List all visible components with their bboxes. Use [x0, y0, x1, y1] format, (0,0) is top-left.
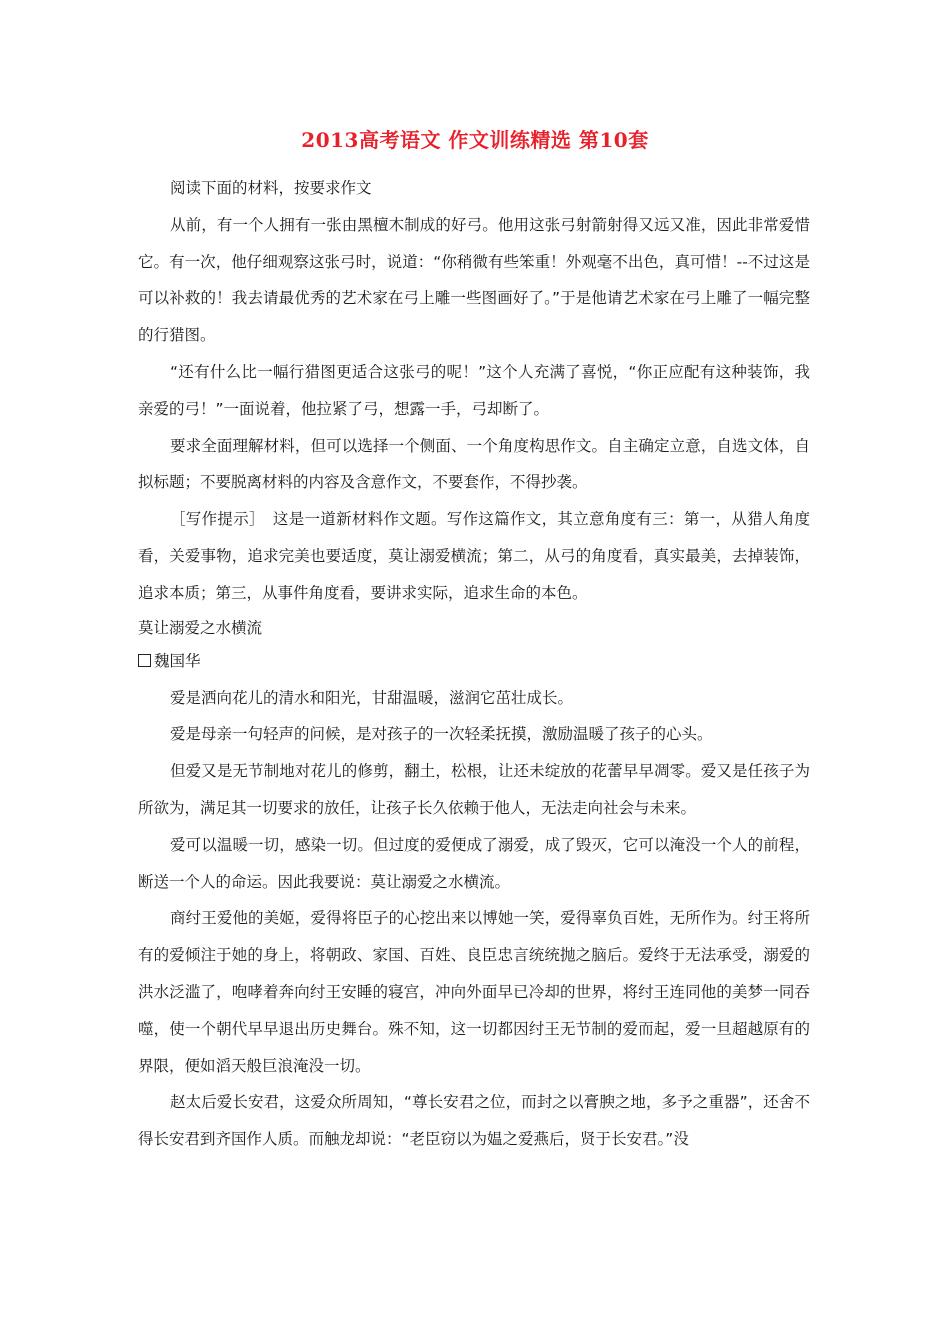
essay-title: 莫让溺爱之水横流 — [138, 618, 263, 637]
checkbox-square-icon — [138, 654, 151, 667]
paragraph-material-1: 从前，有一个人拥有一张由黑檀木制成的好弓。他用这张弓射箭射得又远又准，因此非常爱惜它。有一次，他仔细观察这张弓时，说道：“你稍微有些笨重！外观毫不出色，真可惜！--不过这是可以补救的！我去请最优秀的艺术家在弓上雕一些图画好了。”于是他请艺术家在弓上雕了一幅完整的行猎图。 — [138, 215, 810, 345]
essay-author-line — [138, 645, 810, 678]
paragraph-writing-tips: ［写作提示］ 这是一道新材料作文题。写作这篇作文，其立意角度有三：第一，从猎人角度看，关爱事物，追求完美也要适度，莫让溺爱横流；第二，从弓的角度看，真实最美，去掉装饰，追求本质；第三，从事件角度看，要讲求实际，追求生命的本色。 — [138, 510, 810, 602]
essay-paragraph: 爱是洒向花儿的清水和阳光，甘甜温暖，滋润它茁壮成长。 — [170, 688, 574, 707]
essay-author: 魏国华 — [154, 651, 201, 670]
paragraph-material-2: “还有什么比一幅行猎图更适合这张弓的呢！”这个人充满了喜悦，“你正应配有这种装饰，我亲爱的弓！”一面说着，他拉紧了弓，想露一手，弓却断了。 — [138, 362, 810, 418]
document-title: 2013高考语文 作文训练精选 第10套 — [301, 128, 649, 152]
essay-paragraph: 爱可以温暖一切，感染一切。但过度的爱便成了溺爱，成了毁灭，它可以淹没一个人的前程，断送一个人的命运。因此我要说：莫让溺爱之水横流。 — [138, 835, 810, 891]
essay-paragraph: 赵太后爱长安君，这爱众所周知，“尊长安君之位，而封之以膏腴之地，多予之重器”，还舍不得长安君到齐国作人质。而触龙却说：“老臣窃以为媪之爱燕后，贤于长安君。”没 — [138, 1093, 810, 1149]
essay-paragraph: 爱是母亲一句轻声的问候，是对孩子的一次轻柔抚摸，激励温暖了孩子的心头。 — [170, 725, 713, 744]
paragraph-instruction: 阅读下面的材料，按要求作文 — [170, 179, 372, 197]
essay-paragraph: 但爱又是无节制地对花儿的修剪，翻土，松根，让还未绽放的花蕾早早凋零。爱又是任孩子为所欲为，满足其一切要求的放任，让孩子长久依赖于他人，无法走向社会与未来。 — [138, 762, 810, 817]
paragraph-requirements: 要求全面理解材料，但可以选择一个侧面、一个角度构思作文。自主确定立意，自选文体，自拟标题；不要脱离材料的内容及含意作文，不要套作，不得抄袭。 — [138, 436, 810, 492]
document-body — [138, 170, 810, 1158]
essay-paragraph: 商纣王爱他的美姬，爱得将臣子的心挖出来以博她一笑，爱得辜负百姓，无所作为。纣王将所有的爱倾注于她的身上，将朝政、家国、百姓、良臣忠言统统抛之脑后。爱终于无法承受，溺爱的洪水泛滥了，咆哮着奔向纣王安睡的寝宫，冲向外面早已冷却的世界，将纣王连同他的美梦一同吞噬，使一个朝代早早退出历史舞台。殊不知，这一切都因纣王无节制的爱而起，爱一旦超越原有的界限，便如滔天般巨浪淹没一切。 — [138, 909, 810, 1075]
